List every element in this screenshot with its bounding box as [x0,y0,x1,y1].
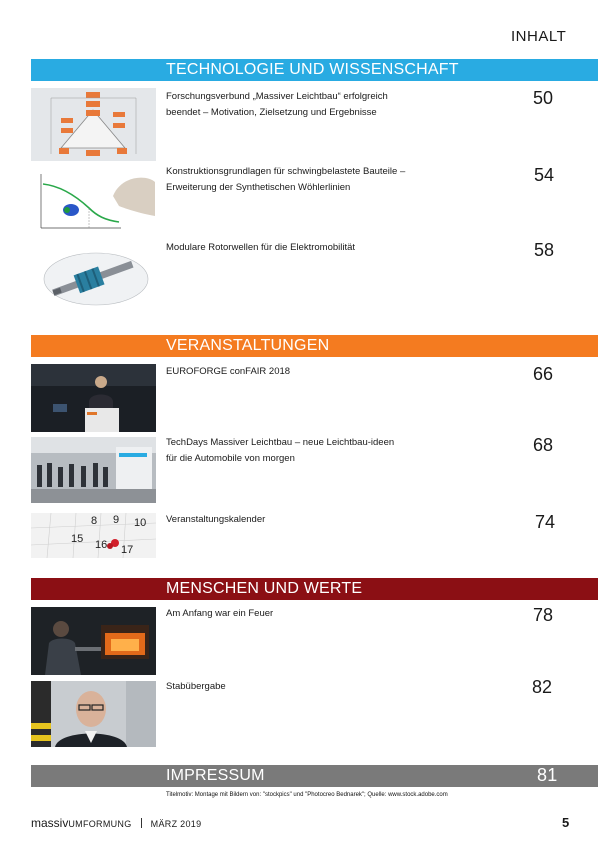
toc-page-number[interactable]: 68 [533,435,554,455]
issue-date: MÄRZ 2019 [150,819,202,829]
svg-text:9: 9 [113,514,120,526]
svg-text:15: 15 [71,533,84,545]
toc-entry-text[interactable]: TechDays Massiver Leichtbau – neue Leichtbau-ideen für die Automobile von morgen [166,437,395,464]
svg-text:8: 8 [91,515,98,527]
toc-page-number[interactable]: 54 [534,165,555,185]
section-title: MENSCHEN UND WERTE [166,580,363,597]
svg-text:16: 16 [95,539,108,551]
cover-caption: Titelmotiv: Montage mit Bildern von: "stockpics" und "Photocreo Bednarek"; Quelle: www.stock.adobe.com [166,792,448,798]
brand-logo-bold: massiv [31,816,69,830]
thumbnail-woehler-chart [31,166,156,238]
thumbnail-calendar-photo [31,513,156,558]
section-band-technology [31,59,598,81]
toc-page-number[interactable]: 74 [535,512,556,532]
toc-page-number[interactable]: 78 [533,605,554,625]
section-band-imprint[interactable] [31,765,598,787]
thumbnail-rotor-shaft [31,241,156,314]
thumbnail-forge-photo [31,607,156,675]
section-band-events [31,335,598,357]
footer-brand [31,816,201,830]
section-title: TECHNOLOGIE UND WISSENSCHAFT [166,61,459,78]
footer-divider [141,818,142,828]
section-title: IMPRESSUM [166,767,265,784]
toc-entry-text[interactable]: Forschungsverbund „Massiver Leichtbau“ erfolgreich beendet – Motivation, Zielsetzung und Ergebnisse [166,91,388,118]
svg-text:17: 17 [121,544,134,556]
brand-logo-rest: UMFORMUNG [68,819,132,829]
toc-entry-text[interactable]: Konstruktionsgrundlagen für schwingbelastete Bauteile – Erweiterung der Synthetischen Wöhlerlinien [166,166,406,193]
toc-entry-text[interactable]: Modulare Rotorwellen für die Elektromobilität [166,242,356,253]
toc-entry-text[interactable]: Veranstaltungskalender [166,514,266,525]
toc-entry-text[interactable]: EUROFORGE conFAIR 2018 [166,366,291,377]
thumbnail-diagram [31,88,156,161]
toc-page-number[interactable]: 81 [537,765,558,785]
thumbnail-speaker-photo [31,364,156,432]
page-title: INHALT [511,28,567,45]
toc-entry-text[interactable]: Am Anfang war ein Feuer [166,608,274,619]
toc-entry-text[interactable]: Stabübergabe [166,681,226,692]
thumbnail-portrait-photo [31,681,156,747]
svg-text:10: 10 [134,517,147,529]
toc-page-number[interactable]: 58 [534,240,555,260]
toc-page-number[interactable]: 66 [533,364,554,384]
toc-page-number[interactable]: 50 [533,88,554,108]
toc-page-number[interactable]: 82 [532,677,553,697]
section-band-people [31,578,598,600]
section-title: VERANSTALTUNGEN [166,337,330,354]
thumbnail-exhibition-photo [31,437,156,503]
page-number: 5 [562,815,570,830]
